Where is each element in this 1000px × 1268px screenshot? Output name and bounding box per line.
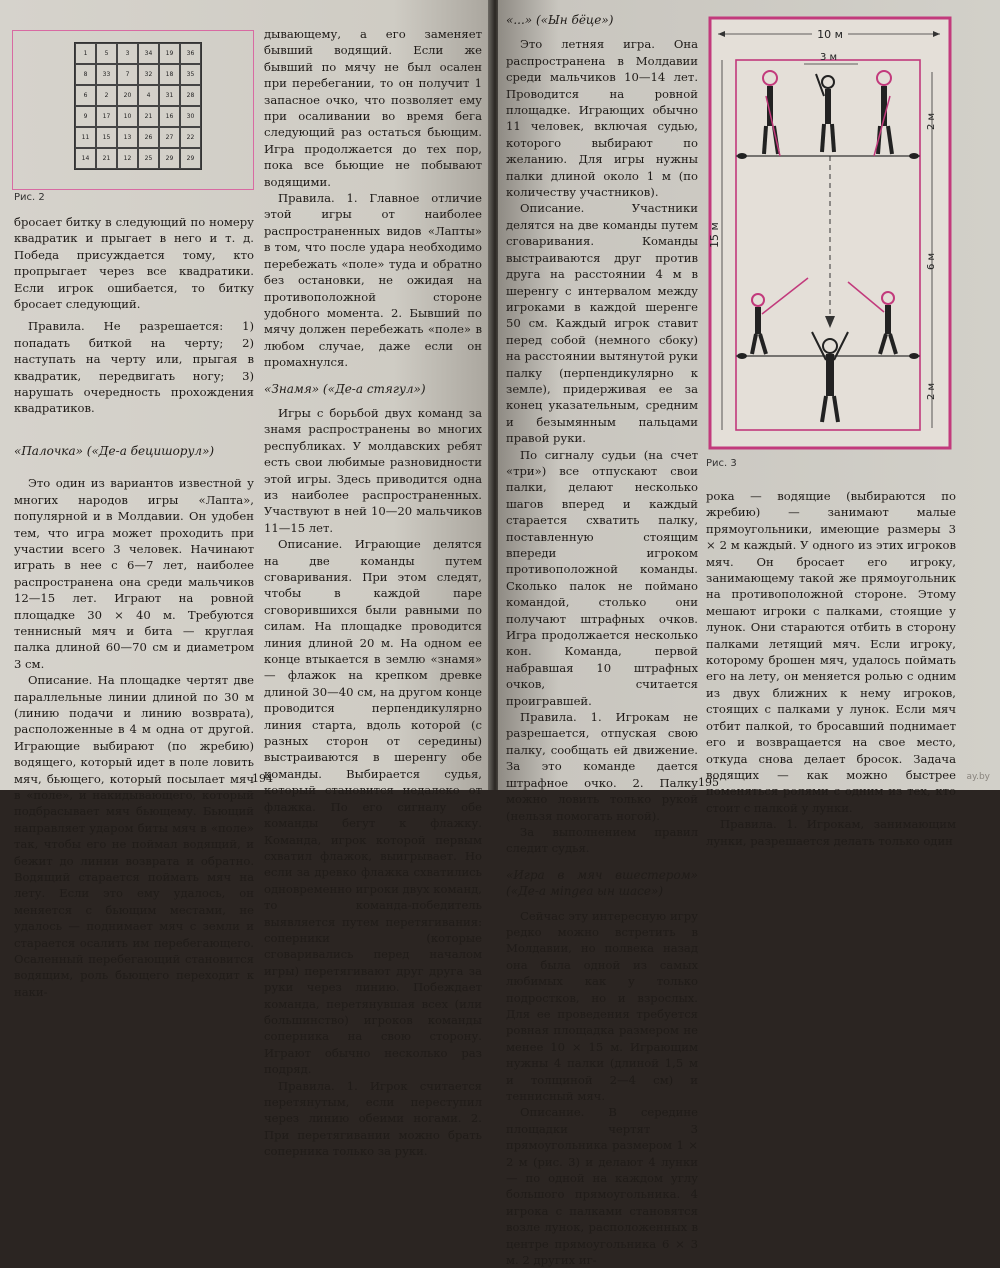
grid-cell: 16 xyxy=(159,106,180,127)
grid-cell: 17 xyxy=(96,106,117,127)
grid-cell: 20 xyxy=(117,85,138,106)
section-title-ball-game: «Игра в мяч вшестером» («Де-а мingea ын шасе») xyxy=(506,867,698,899)
paragraph: дывающему, а его заменяет бывший водящий. Если же бывший по мячу не был осален при перебегании, то он получит 1 запасное очко, что позволяет ему при осаливании во время бега следующий раз остаться бьющим. Игра продолжается до тех пор, пока все бьющие не побывают водящими. xyxy=(264,27,482,189)
grid-cell: 12 xyxy=(117,148,138,169)
description-paragraph: Описание. В середине площадки чертят 3 прямоугольника размером 1 × 2 м (рис. 3) и делают 4 лунки — по одной на каждом углу большого прямоугольника. 4 игрока с палками становятся возле лунок, расположенных в центре прямоугольника 6 × 3 м. 2 других иг- xyxy=(506,1105,698,1268)
rules-paragraph: Правила. 1. Игрокам не разрешается, отпуская свою палку, сообщать ей движение. За это команде дается штрафное очко. 2. Палку можно ловить только рукой (нельзя помогать ногой). xyxy=(506,710,698,823)
hole-top-right xyxy=(909,153,919,159)
page-number-right: 195 xyxy=(698,776,719,789)
hole-top-left xyxy=(737,153,747,159)
hole-bottom-right xyxy=(909,353,919,359)
watermark: ay.by xyxy=(966,772,990,782)
grid-cell: 14 xyxy=(75,148,96,169)
paragraph: Сейчас эту интересную игру редко можно встретить в Молдавии, но полвека назад она была одной из самых любимых как у только подростков, но и взрослых. Для ее проведения требуется ровная площадка размером не менее 10 × 15 м. Играющим нужны 4 палки (длиной 1,5 м и толщиной 2—4 см) и теннисный мяч. xyxy=(506,908,698,1103)
paragraph: За выполнением правил следит судья. xyxy=(506,824,698,856)
grid-cell: 21 xyxy=(138,106,159,127)
rules-paragraph: Правила. 1. Игрокам, занимающим лунки, разрешается делать только один xyxy=(706,817,956,848)
grid-cell: 11 xyxy=(75,127,96,148)
section-title-palki: «...» («Ын бёце») xyxy=(506,13,614,27)
grid-cell: 32 xyxy=(138,64,159,85)
figure-3-caption: Рис. 3 xyxy=(706,458,737,469)
rules-paragraph: Правила. Не разрешается: 1) попадать биткой на черту; 2) наступать на черту или, прыгая в квадратик, передвигать ногу; 3) нарушать очередность прохождения квадратиков. xyxy=(14,319,254,416)
grid-cell: 9 xyxy=(75,106,96,127)
left-column-1 xyxy=(14,214,254,1000)
grid-cell: 6 xyxy=(75,85,96,106)
grid-cell: 33 xyxy=(96,64,117,85)
grid-cell: 29 xyxy=(159,148,180,169)
page-number-left: 194 xyxy=(252,772,273,785)
left-page xyxy=(0,0,492,1159)
hopscotch-grid xyxy=(74,42,202,170)
grid-cell: 7 xyxy=(117,64,138,85)
description-paragraph: Описание. На площадке чертят две параллельные линии длиной по 30 м (линию подачи и линию возврата), расположенные в 4 м одна от другой. Играющие выбирают (по жребию) водящего, который идет в поле ловить мяч, бьющего, который посылает мяч в «поле», и накидывающего, который подбрасывает мяч бьющему. Бьющий направляет ударом биты мяч в «поле» так, чтобы его не поймал водящий, и бежит до линии возврата и обратно. Водящий старается поймать мяч на лету. Если это ему удалось, он меняется с бьющим местами, не удалось — поднимает мяч с земли и старается осалить им перебегающего. Осаленный перебегающий становится водящим, роль бьющего переходит к наки- xyxy=(14,673,254,999)
grid-cell: 10 xyxy=(117,106,138,127)
description-paragraph: Описание. Играющие делятся на две команды путем сговаривания. При этом следят, чтобы в каждой паре сговорившихся были равными по силам. На площадке проводится линия длиной 20 м. На одном ее конце втыкается в землю «знамя» — флажок на крепком древке длиной 30—40 см, на другом конце проводится перпендикулярно линия старта, вдоль которой (с разных сторон от середины) выстраиваются в шеренгу обе команды. Выбирается судья, который становится недалеко от флажка. По его сигналу обе команды бегут к флажку. Команда, игрок которой первым схватил флажок, выигрывает. Но если за древко флажка схватились одновременно игроки двух команд, то команда-победитель выявляется путем перетягивания: соперники (которые сговаривались перед началом игры) перетягивают друг друга за руки через линию. Побеждает команда, перетянувшая всех (или большинство) игроков команды соперника на свою сторону. Играют обычно несколько раз подряд. xyxy=(264,537,482,1077)
dim-2m-top: 2 м xyxy=(926,112,937,130)
grid-cell: 30 xyxy=(180,106,201,127)
dim-2m-bottom: 2 м xyxy=(926,382,937,400)
grid-cell: 36 xyxy=(180,43,201,64)
rules-paragraph: Правила. 1. Главное отличие этой игры от наиболее распространенных видов «Лапты» в том, что после удара необходимо перебежать «поле» туда и обратно без остановки, не ожидая на противоположной стороне удобного момента. 2. Бывший по мячу должен перебежать «поле» в любом случае, даже если он промахнулся. xyxy=(264,191,482,370)
paragraph: Это один из вариантов известной у многих народов игры «Лапта», популярной и в Молдавии. Он удобен тем, что игра может проходить при участии всего 3 человек. Начинают играть в нее с 6—7 лет, наиболее распространена она среди мальчиков 12—15 лет. Играют на ровной площадке 30 × 40 м. Требуются теннисный мяч и бита — круглая палка длиной 60—70 см и диаметром 3 см. xyxy=(14,476,254,671)
grid-cell: 3 xyxy=(117,43,138,64)
description-paragraph: Описание. Участники делятся на две команды путем сговаривания. Команды выстраиваются друг против друга на расстоянии 4 м в шеренгу с интервалом между игроками в каждой шеренге 50 см. Каждый игрок ставит перед собой (немного сбоку) на расстоянии вытянутой руки палку (перпендикулярно к земле), придерживая ее за конец указательным, средним и безымянным пальцами правой руки. xyxy=(506,201,698,446)
hole-bottom-left xyxy=(737,353,747,359)
width-label: 10 м xyxy=(817,28,843,41)
grid-cell: 18 xyxy=(159,64,180,85)
grid-cell: 19 xyxy=(159,43,180,64)
paragraph: По сигналу судьи (на счет «три») все отпускают свои палки, делают несколько шагов вперед и каждый старается схватить палку, поставленную стоящим впереди игроком противоположной команды. Сколько палок не поймано командой, столько они получают штрафных очков. Игра продолжается несколько кон. Команда, первой набравшая 10 штрафных очков, считается проигравшей. xyxy=(506,447,698,708)
grid-cell: 29 xyxy=(180,148,201,169)
right-column-1 xyxy=(506,4,698,1268)
paragraph: бросает битку в следующий по номеру квадратик и прыгает в него и т. д. Победа присуждается тому, кто пропрыгает через все квадратики. Если игрок ошибается, то битку бросает следующий. xyxy=(14,215,254,312)
left-column-2 xyxy=(264,26,482,1160)
grid-cell: 31 xyxy=(159,85,180,106)
grid-cell: 15 xyxy=(96,127,117,148)
small-width-label: 3 м xyxy=(820,52,838,63)
grid-cell: 8 xyxy=(75,64,96,85)
grid-cell: 2 xyxy=(96,85,117,106)
grid-cell: 27 xyxy=(159,127,180,148)
grid-cell: 21 xyxy=(96,148,117,169)
figure-2-caption: Рис. 2 xyxy=(14,192,45,203)
grid-cell: 4 xyxy=(138,85,159,106)
grid-cell: 25 xyxy=(138,148,159,169)
section-title-znamya: «Знамя» («Де-а стягул») xyxy=(264,381,426,396)
grid-cell: 5 xyxy=(96,43,117,64)
section-title-palochka: «Палочка» («Де-а бецишорул») xyxy=(14,443,215,458)
grid-cell: 28 xyxy=(180,85,201,106)
figure-3-court-diagram xyxy=(708,16,952,452)
grid-cell: 13 xyxy=(117,127,138,148)
dim-6m: 6 м xyxy=(926,252,937,270)
grid-cell: 35 xyxy=(180,64,201,85)
paragraph: Это летняя игра. Она распространена в Молдавии среди мальчиков 10—14 лет. Проводится на ровной площадке. Играющих обычно 11 человек, включая судью, которого выбирают по желанию. Для игры нужны палки длиной около 1 м (по количеству участников). xyxy=(506,37,698,200)
grid-cell: 26 xyxy=(138,127,159,148)
grid-cell: 34 xyxy=(138,43,159,64)
rules-paragraph: Правила. 1. Игрок считается перетянутым, если переступил через линию обеими ногами. 2. При перетягивании можно брать соперника только за руки. xyxy=(264,1078,482,1159)
paragraph: Игры с борьбой двух команд за знамя распространены во многих республиках. У молдавских ребят есть свои любимые разновидности этой игры. Здесь приводится одна из наиболее распространенных. Участвуют в ней 10—20 мальчиков 11—15 лет. xyxy=(264,405,482,535)
grid-cell: 1 xyxy=(75,43,96,64)
right-column-2 xyxy=(706,488,956,849)
length-label: 15 м xyxy=(708,222,721,248)
paragraph: рока — водящие (выбираются по жребию) — занимают малые прямоугольники, имеющие размеры 3 × 2 м каждый. У одного из этих игроков мяч. Он бросает его игроку, занимающему такой же прямоугольник на противоположной стороне. Этому мешают игроки с палками, стоящие у лунок. Они стараются отбить в сторону палками летящий мяч. Если игроку, которому брошен мяч, удалось поймать его на лету, он меняется ролью с одним из двух ближних к нему игроков, стоящих с палками у лунок. Если мяч отбит палкой, то бросавший поднимает его и возвращается на свое место, откуда снова делает бросок. Задача водящих — как можно быстрее поменяться ролями с одним из тех, кто стоит с палкой у лунки. xyxy=(706,489,956,815)
grid-cell: 22 xyxy=(180,127,201,148)
